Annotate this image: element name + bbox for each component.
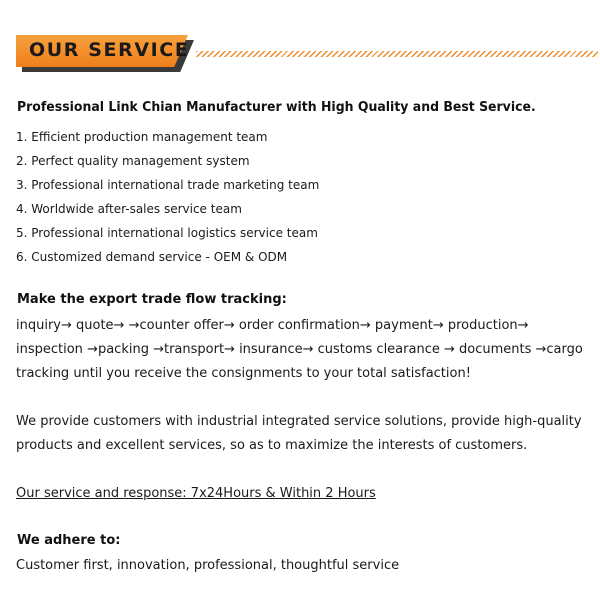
list-item: 2. Perfect quality management system [16, 154, 250, 168]
adhere-text: Customer first, innovation, professional, thoughtful service [16, 558, 400, 573]
adhere-heading: We adhere to: [17, 533, 121, 548]
trade-flow-heading: Make the export trade flow tracking: [17, 292, 287, 307]
list-item: 5. Professional international logistics service team [16, 226, 318, 240]
trade-flow-text: inquiry→ quote→ →counter offer→ order confirmation→ payment→ production→ inspection →packing →transport→ insurance→ customs clearance → documents →cargo tracking until you receive the consignments to your total satisfaction! [16, 318, 583, 381]
manufacturer-heading: Professional Link Chian Manufacturer with High Quality and Best Service. [17, 100, 536, 115]
section-banner [16, 35, 191, 69]
list-item: 1. Efficient production management team [16, 130, 268, 144]
service-response-text: Our service and response: 7x24Hours & Within 2 Hours [16, 486, 376, 501]
solutions-text: We provide customers with industrial integrated service solutions, provide high-quality products and excellent services, so as to maximize the interests of customers. [16, 414, 582, 453]
list-item: 6. Customized demand service - OEM & ODM [16, 250, 288, 264]
list-item: 4. Worldwide after-sales service team [16, 202, 242, 216]
service-list [16, 125, 319, 269]
decorative-hatch-divider [196, 51, 598, 57]
list-item: 3. Professional international trade marketing team [16, 178, 320, 192]
section-title: OUR SERVICE [29, 39, 190, 61]
